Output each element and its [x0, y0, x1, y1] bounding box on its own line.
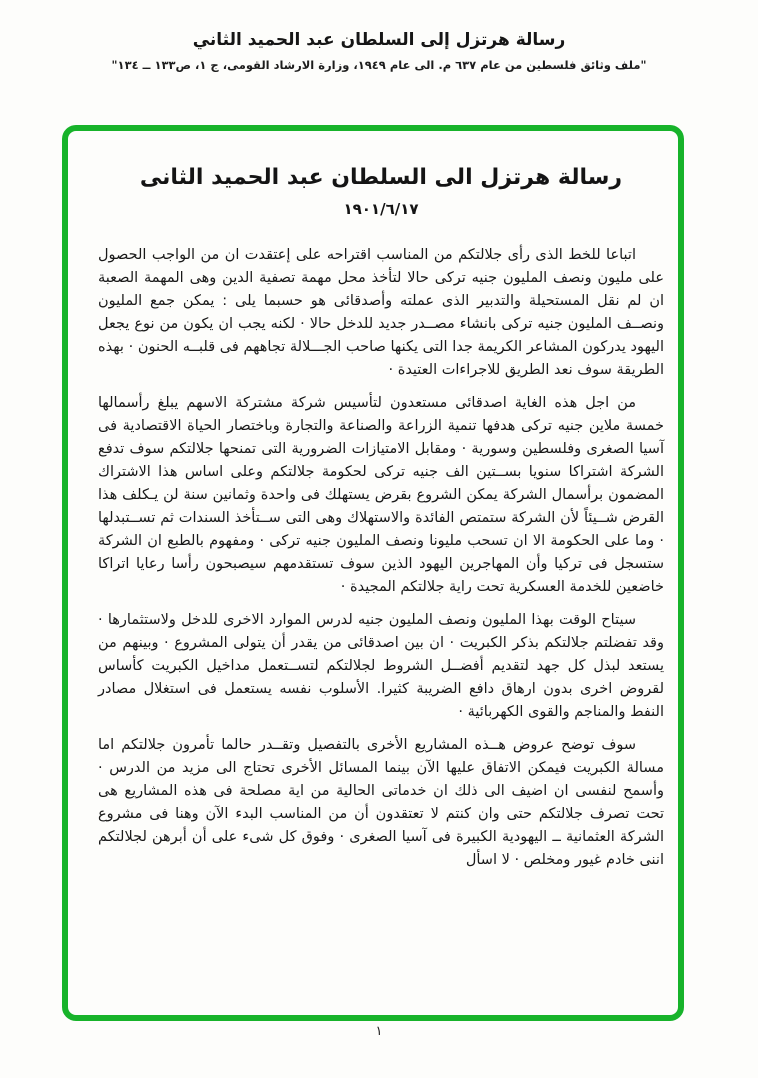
- page-title: رسالة هرتزل إلى السلطان عبد الحميد الثاني: [192, 30, 566, 50]
- page-number: ١: [375, 1024, 383, 1039]
- letter-paragraph-4: سوف توضح عروض هــذه المشاريع الأخرى بالتفصيل وتقــدر حالما تأمرون جلالتكم اما مسالة الكبريت فيمكن الاتفاق عليها الآن بينما المسائل الأخرى تحتاج الى مزيد من الدرس · وأسمح لنفسى ان اضيف الى ذلك ان خدماتى الحالية من اية مصلحة فى هذه المشاريع هى تحت تصرف جلالتكم حتى وان كنتم لا تعتقدون أن من المناسب البدء الآن وهنا فى مشروع الشركة العثمانية ــ اليهودية الكبيرة فى آسيا الصغرى · وفوق كل شىء على أن أبرهن لجلالتكم اننى خادم غيور ومخلص · لا اسأل: [98, 737, 664, 868]
- letter-paragraph-2: من اجل هذه الغاية اصدقائى مستعدون لتأسيس شركة مشتركة الاسهم يبلغ رأسمالها خمسة ملاين جنيه تركى هدفها تنمية الزراعة والصناعة والتجارة وباختصار الحياة الاقتصادية فى آسيا الصغرى وفلسطين وسورية · ومقابل الامتيازات الضرورية التى تمنحها جلالتكم سوف تدفع الشركة اشتراكا سنويا بســتين الف جنيه تركى لحكومة جلالتكم وعلى اساس هذا الاشتراك المضمون برأسمال الشركة يمكن الشروع بقرض يستهلك فى واحدة وثمانين سنة لن يـكلف هذا القرض شــيئاً لأن الشركة ستمتص الفائدة والاستهلاك وهى التى ســتأخذ السندات ثم تســتبدلها · وما على الحكومة الا ان تسحب مليونا ونصف المليون جنيه تركى · ومفهوم بالطبع ان الشركة ستسجل فى تركيا وأن المهاجرين اليهود الذين سوف تستقدمهم سيصبحون رأسا رعايا اتراكا خاضعين للخدمة العسكرية تحت راية جلالتكم المجيدة ·: [98, 395, 664, 595]
- document-frame: [62, 125, 684, 1021]
- letter-paragraph-3: سيتاح الوقت بهذا المليون ونصف المليون جنيه لدرس الموارد الاخرى للدخل ولاستثمارها · وقد تفضلتم جلالتكم بذكر الكبريت · ان بين اصدقائى من يقدر أن يتولى المشروع · وبينهم من يستعد لبذل كل جهد لتقديم أفضــل الشروط لجلالتكم لتســتعمل مداخيل الكبريت كأساس لقروض اخرى بدون ارهاق دافع الضريبة كثيرا. الأسلوب نفسه يستعمل فى استغلال مصادر النفط والمناجم والقوى الكهربائية ·: [98, 612, 664, 720]
- source-citation: "ملف وثائق فلسطين من عام ٦٣٧ م. الى عام ١٩٤٩، وزارة الارشاد القومى، ج ١، ص١٣٣ ــ ١٣٤": [111, 58, 647, 72]
- letter-paragraph-1: اتباعا للخط الذى رأى جلالتكم من المناسب اقتراحه على إعتقدت ان من الواجب الحصول على مليون ونصف المليون جنيه تركى حالا لتأخذ محل مهمة تصفية الدين وهى المهمة الصعبة ان لم نقل المستحيلة والتدبير الذى عملته وأصدقائى هو حسبما يلى : يمكن جمع المليون ونصــف المليون جنيه تركى بانشاء مصــدر جديد للدخل حالا · لكنه يجب ان يكون من نوع يجعل اليهود يدركون المشاعر الكريمة جدا التى يكنها صاحب الجـــلالة تجاههم فى قلبــه الحنون · بهذه الطريقة سوف نعد الطريق للاجراءات العتيدة ·: [98, 247, 664, 378]
- page-header: [0, 30, 758, 72]
- letter-body: [98, 244, 664, 872]
- letter-title: رسالة هرتزل الى السلطان عبد الحميد الثانى: [139, 165, 623, 190]
- letter-date: ١٩٠١/٦/١٧: [343, 200, 419, 218]
- document-content: [68, 131, 678, 872]
